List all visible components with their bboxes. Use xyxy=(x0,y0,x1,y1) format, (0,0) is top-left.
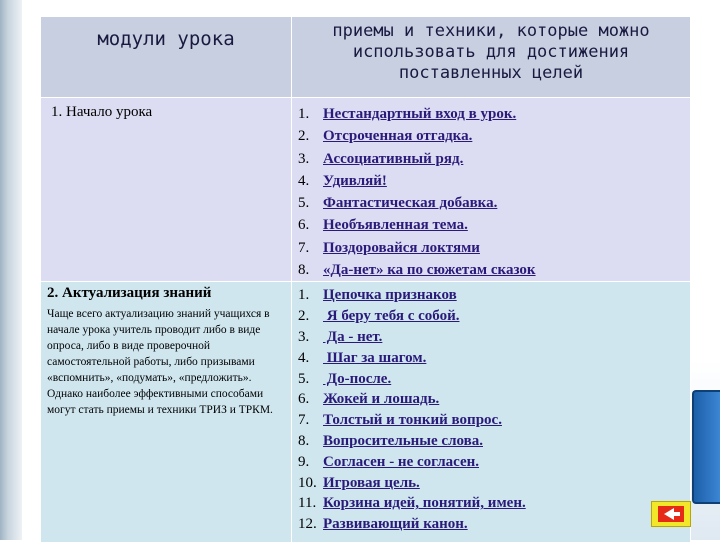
list-item xyxy=(298,103,690,125)
technique-link[interactable]: Да - нет. xyxy=(323,328,383,345)
header-cell-modules xyxy=(41,17,292,98)
technique-link[interactable]: Удивляй! xyxy=(323,172,387,189)
technique-link[interactable]: Цепочка признаков xyxy=(323,287,457,304)
list-item xyxy=(298,170,690,192)
header-modules-label: модули урока xyxy=(97,28,235,50)
technique-list xyxy=(292,98,690,281)
monitor-decoration xyxy=(692,390,720,504)
technique-link[interactable]: Согласен - не согласен. xyxy=(323,453,479,470)
item-number: 9. xyxy=(298,453,310,470)
list-item xyxy=(298,452,690,473)
technique-link[interactable]: «Да-нет» ка по сюжетам сказок xyxy=(323,262,536,279)
item-number: 5. xyxy=(298,370,310,387)
table-header-row xyxy=(41,17,691,98)
list-item xyxy=(298,148,690,170)
module-title: 2. Актуализация знаний xyxy=(47,285,212,302)
technique-link[interactable]: Ассоциативный ряд. xyxy=(323,150,464,167)
technique-link[interactable]: Нестандартный вход в урок. xyxy=(323,106,517,122)
item-number: 6. xyxy=(298,391,310,408)
technique-list xyxy=(292,282,690,535)
list-item xyxy=(298,473,690,494)
technique-link[interactable]: Корзина идей, понятий, имен. xyxy=(323,495,526,512)
module-cell xyxy=(41,282,292,543)
item-number: 7. xyxy=(298,239,310,256)
techniques-cell xyxy=(292,282,691,543)
item-number: 3. xyxy=(298,328,310,345)
list-item xyxy=(298,431,690,452)
header-techniques-label xyxy=(292,17,690,84)
technique-link[interactable]: До-после. xyxy=(323,370,392,387)
table-row-lesson-start xyxy=(41,98,691,282)
item-number: 12. xyxy=(298,516,317,533)
list-item xyxy=(298,285,690,306)
lesson-table-wrapper xyxy=(40,16,691,540)
technique-link[interactable]: Я беру тебя с собой. xyxy=(323,308,460,325)
module-description: Чаще всего актуализацию знаний учащихся в начале урока учитель проводит либо в виде опроса, либо в виде проверочной самостоятельной работы, либо призывами «вспомнить», «подумать», «предложить». Однако наиболее эффективными способами могут стать приемы и техники ТРИЗ и ТРКМ. xyxy=(47,308,273,417)
header-line: поставленных целей xyxy=(398,63,584,83)
item-number: 1. xyxy=(298,287,310,304)
technique-link[interactable]: Вопросительные слова. xyxy=(323,432,483,449)
list-item xyxy=(298,493,690,514)
item-number: 10. xyxy=(298,474,317,491)
item-number: 6. xyxy=(298,217,310,234)
item-number: 5. xyxy=(298,195,310,212)
list-item xyxy=(298,237,690,259)
item-number: 3. xyxy=(298,150,310,167)
list-item xyxy=(298,306,690,327)
list-item xyxy=(298,389,690,410)
technique-link[interactable]: Поздоровайся локтями xyxy=(323,239,480,256)
header-cell-techniques xyxy=(292,17,691,98)
item-number: 8. xyxy=(298,432,310,449)
header-line: приемы и техники, которые можно xyxy=(332,21,650,41)
back-button[interactable] xyxy=(651,501,691,527)
lesson-table xyxy=(40,16,691,543)
technique-link[interactable]: Отсроченная отгадка. xyxy=(323,128,473,145)
technique-link[interactable]: Жокей и лошадь. xyxy=(323,391,440,408)
list-item xyxy=(298,410,690,431)
list-item xyxy=(298,348,690,369)
item-number: 1. xyxy=(298,106,310,122)
item-number: 2. xyxy=(298,128,310,145)
technique-link[interactable]: Шаг за шагом. xyxy=(323,349,427,366)
item-number: 4. xyxy=(298,172,310,189)
technique-link[interactable]: Толстый и тонкий вопрос. xyxy=(323,412,502,429)
list-item xyxy=(298,327,690,348)
list-item xyxy=(298,514,690,535)
technique-link[interactable]: Игровая цель. xyxy=(323,474,420,491)
item-number: 11. xyxy=(298,495,317,512)
item-number: 7. xyxy=(298,412,310,429)
item-number: 8. xyxy=(298,262,310,279)
list-item xyxy=(298,192,690,214)
back-button-face xyxy=(658,506,684,522)
list-item xyxy=(298,125,690,147)
technique-link[interactable]: Развивающий канон. xyxy=(323,516,468,533)
module-cell xyxy=(41,98,292,282)
technique-link[interactable]: Необъявленная тема. xyxy=(323,217,468,234)
list-item xyxy=(298,214,690,236)
list-item xyxy=(298,369,690,390)
item-number: 2. xyxy=(298,308,310,325)
left-edge-decoration xyxy=(0,0,22,540)
list-item xyxy=(298,259,690,281)
technique-link[interactable]: Фантастическая добавка. xyxy=(323,195,498,212)
back-arrow-icon xyxy=(658,506,684,522)
header-line: использовать для достижения xyxy=(352,42,630,62)
item-number: 4. xyxy=(298,349,310,366)
techniques-cell xyxy=(292,98,691,282)
table-row-knowledge-update xyxy=(41,282,691,543)
module-title: 1. Начало урока xyxy=(51,104,153,120)
